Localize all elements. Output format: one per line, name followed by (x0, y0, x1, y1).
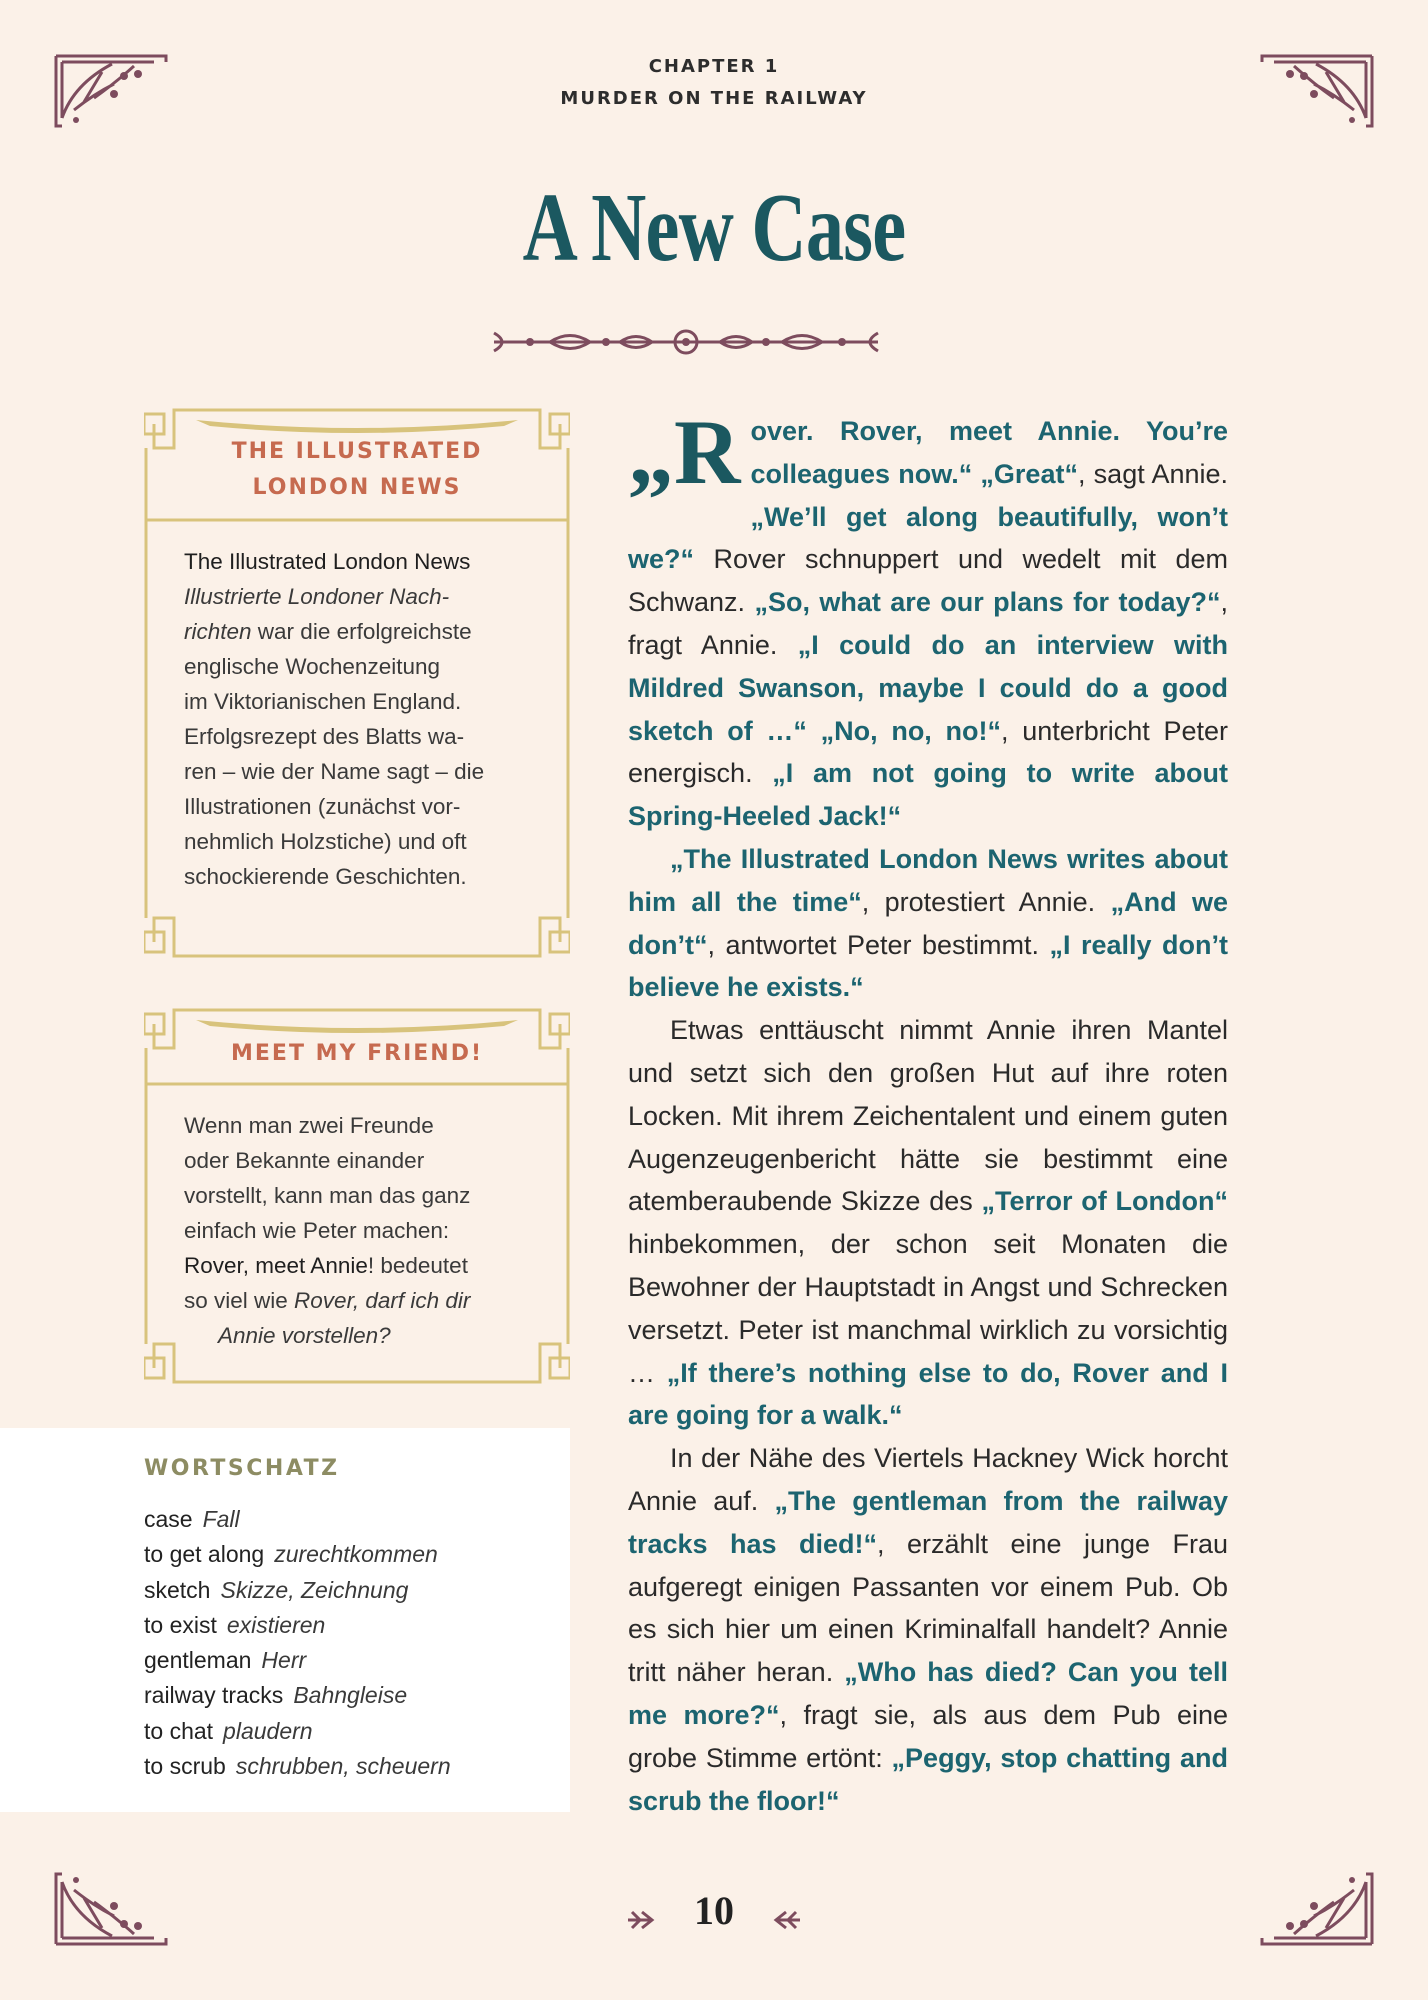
narration-text: , unterbricht Peter energisch. (628, 715, 1228, 789)
narration-text: , erzählt eine junge Frau aufgeregt einigen Passanten vor einem Pub. Ob es sich hier um einen Kriminalfall handelt? Annie tritt näher heran. (628, 1528, 1228, 1688)
page-footer (0, 1887, 1428, 1934)
narration-text: Rover schnuppert und wedelt mit dem Schwanz. (628, 544, 1228, 618)
vocabulary-term: to exist (144, 1611, 217, 1638)
narration-text: , protestiert Annie. (861, 886, 1111, 917)
box-heading (144, 434, 570, 506)
narration-text: , antwortet Peter bestimmt. (707, 929, 1050, 960)
vocabulary-translation: schrubben, scheuern (235, 1753, 451, 1780)
narration-text: In der Nähe des Viertels Hackney Wick horcht Annie auf. (628, 1443, 1228, 1516)
english-dialogue: „I could do an interview with Mildred Swanson, maybe I could do a good sketch of …“ „No, no, no!“ (628, 629, 1228, 746)
vocabulary-term: railway tracks (144, 1682, 284, 1709)
english-dialogue: „I really don’t believe he exists.“ (628, 929, 1228, 1003)
vocabulary-item (144, 1678, 451, 1713)
scroll-ornament-icon (490, 325, 882, 359)
chapter-label: CHAPTER 1 (648, 56, 780, 77)
english-dialogue: „Who has died? Can you tell me more?“ (628, 1657, 1228, 1730)
vocabulary-heading: WORTSCHATZ (144, 1456, 340, 1481)
vocabulary-item (144, 1537, 451, 1572)
english-dialogue: „Terror of London“ (981, 1186, 1228, 1217)
box-phrase: Rover, meet Annie (184, 1253, 368, 1278)
box-text: so viel wie (184, 1288, 295, 1313)
narration-text: , fragt sie, als aus dem Pub eine grobe Stimme ertönt: (628, 1699, 1228, 1773)
vocabulary-translation: Fall (202, 1506, 240, 1532)
vocabulary-translation: Bahngleise (293, 1682, 408, 1709)
story-paragraph (628, 1009, 1228, 1437)
narration-text: , sagt Annie. (1077, 458, 1228, 489)
vocabulary-item (144, 1714, 451, 1749)
box-text-line: einfach wie Peter machen: (184, 1218, 450, 1243)
chapter-subtitle: MURDER ON THE RAILWAY (560, 88, 868, 109)
vocabulary-list (144, 1502, 451, 1784)
vocabulary-term: gentleman (144, 1647, 252, 1674)
drop-cap: „R (628, 401, 741, 503)
box-text-line: englische Wochenzeitung (184, 654, 441, 679)
story-text (628, 401, 1228, 1822)
box-text-line: im Viktorianischen England. (184, 689, 462, 714)
info-box-meet-my-friend (144, 1000, 570, 1392)
vocabulary-translation: Herr (261, 1647, 307, 1674)
fleur-arrow-icon (768, 1909, 802, 1931)
box-text-line: nehmlich Holzstiche) und oft (184, 829, 467, 854)
english-dialogue: „And we don’t“ (628, 886, 1228, 960)
vocabulary-item (144, 1643, 451, 1678)
english-dialogue: over. Rover, meet Annie. You’re colleagues now.“ „Great“ (750, 416, 1228, 489)
box-translation: Annie vorstellen? (218, 1323, 391, 1348)
vocabulary-translation: zurechtkommen (274, 1541, 438, 1568)
box-text-line: Illustrationen (zunächst vor- (184, 794, 461, 819)
story-paragraph (628, 401, 1228, 838)
box-translation: Rover, darf ich dir (294, 1288, 471, 1313)
story-paragraph (628, 1437, 1228, 1822)
box-text: war die erfolgreichste (251, 619, 472, 644)
english-dialogue: „So, what are our plans for today?“ (754, 587, 1221, 618)
page-number: 10 (694, 1888, 734, 1933)
story-paragraph (628, 838, 1228, 1009)
box-heading: MEET MY FRIEND! (231, 1041, 483, 1066)
english-dialogue: „The gentleman from the railway tracks has died!“ (628, 1485, 1228, 1559)
vocabulary-translation: plaudern (223, 1717, 313, 1744)
box-text-line: ren – wie der Name sagt – die (184, 759, 485, 784)
vocabulary-item (144, 1573, 451, 1608)
page-title: A New Case (522, 174, 906, 282)
box-text-line: Wenn man zwei Freunde (184, 1113, 434, 1138)
box-translation: richten (184, 619, 252, 644)
vocabulary-term: to get along (144, 1541, 265, 1568)
narration-text: hinbekommen, der schon seit Monaten die Bewohner der Hauptstadt in Angst und Schrecken versetzt. Peter ist manchmal wirklich zu vorsichtig … (628, 1229, 1228, 1388)
english-dialogue: „We’ll get along beautifully, won’t we?“ (628, 501, 1228, 575)
narration-text: Etwas enttäuscht nimmt Annie ihren Mantel und setzt sich den großen Hut auf ihre roten Locken. Mit ihrem Zeichentalent und einem guten Augenzeugenbericht hätte sie bestimmt eine atemberaubende Skizze des (628, 1015, 1228, 1217)
vocabulary-item (144, 1608, 451, 1643)
vocabulary-translation: existieren (226, 1611, 326, 1638)
vocabulary-panel (0, 1428, 570, 1812)
box-body (184, 544, 530, 894)
vocabulary-translation: Skizze, Zeichnung (220, 1576, 409, 1603)
box-heading-line: LONDON NEWS (252, 475, 462, 500)
box-text-line: Erfolgsrezept des Blatts wa- (184, 724, 465, 749)
box-translation: Illustrierte Londoner Nach- (184, 584, 450, 609)
box-text-line: vorstellt, kann man das ganz (184, 1183, 471, 1208)
info-box-illustrated-london-news (144, 400, 570, 966)
english-dialogue: „I am not going to write about Spring-Heeled Jack!“ (628, 758, 1228, 832)
fleur-arrow-icon (626, 1909, 660, 1931)
vocabulary-term: case (144, 1506, 193, 1532)
box-text-line: oder Bekannte einander (184, 1148, 425, 1173)
narration-text: , fragt Annie. (628, 587, 1228, 660)
box-heading-line: THE ILLUSTRATED (231, 439, 483, 464)
box-text: ! bedeutet (367, 1253, 468, 1278)
box-term: The Illustrated London News (184, 549, 471, 574)
english-dialogue: „Peggy, stop chatting and scrub the floor!“ (628, 1742, 1228, 1816)
box-text-line: schockierende Geschichten. (184, 864, 467, 889)
vocabulary-term: sketch (144, 1576, 211, 1603)
vocabulary-item (144, 1502, 451, 1537)
vocabulary-item (144, 1749, 451, 1784)
english-dialogue: „The Illustrated London News writes about him all the time“ (628, 843, 1228, 917)
english-dialogue: „If there’s nothing else to do, Rover and I are going for a walk.“ (628, 1357, 1228, 1431)
vocabulary-term: to scrub (144, 1753, 226, 1780)
box-body (184, 1108, 530, 1353)
vocabulary-term: to chat (144, 1717, 214, 1744)
